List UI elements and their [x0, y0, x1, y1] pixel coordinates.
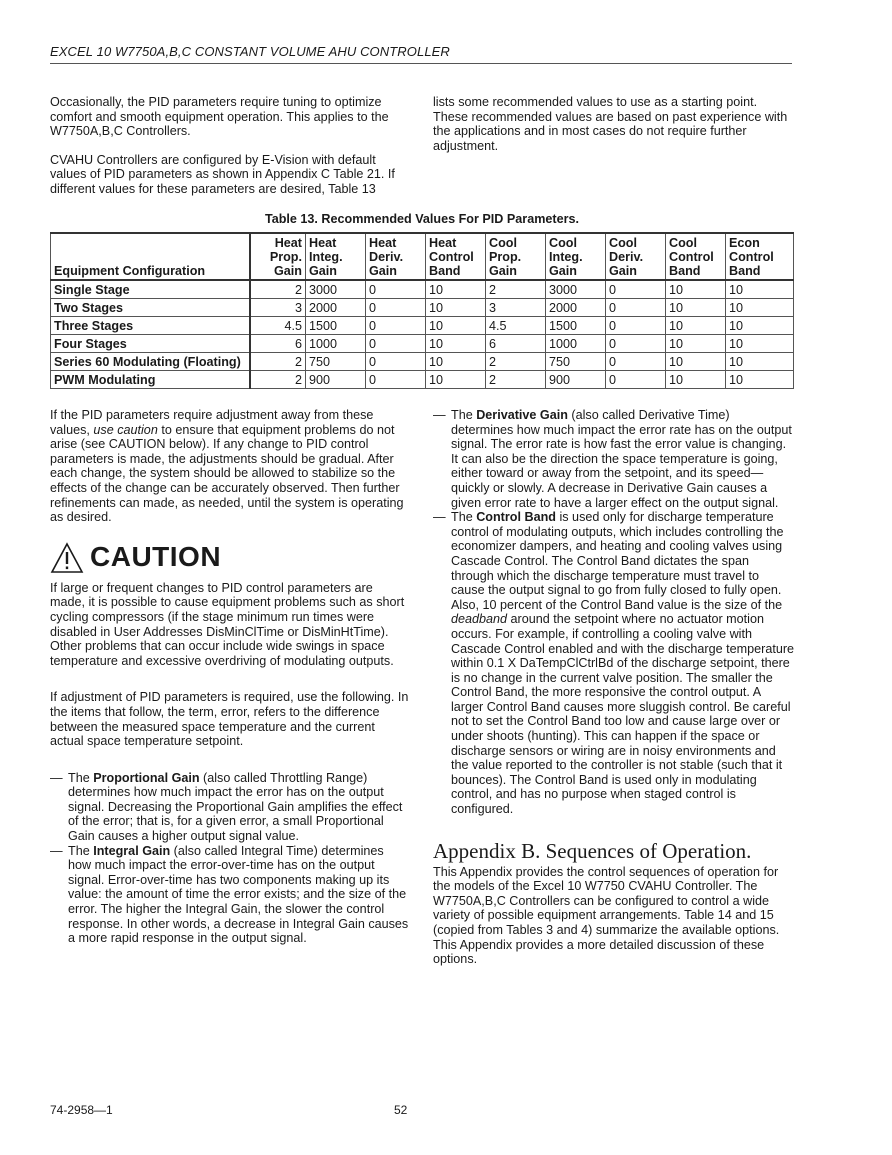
cell-cool-control-band: 10	[666, 353, 726, 371]
table-row	[51, 371, 794, 389]
following-paragraph: If adjustment of PID parameters is required, use the following. In the items that follow, the term, error, refers to the difference between the measured space temperature and the current actual space temperature setpoint.	[50, 690, 409, 749]
band-text-c: around the setpoint where no actuator motion occurs. For example, if controlling a cooling valve with Cascade Control enabled and with the discharge temperature within 0.1 X DaTempClCtrlBd of the discharge setpoint, there is no change in the current valve position. The smaller the Control Band, the more responsive the control output. A larger Control Band causes more sluggish control. Be careful not to set the Control Band too low and cause large over or under shoots (hunting). This can happen if the space or discharge sensors or wiring are in noisy environments and the value reported to the controller is not stable (such that it bounces). The Control Band is used only in modulating control, and has no purpose when staged control is configured.	[451, 612, 795, 817]
band-text-a: The	[451, 510, 477, 525]
cell-heat-integ-gain: 1500	[306, 317, 366, 335]
cell-heat-integ-gain: 3000	[306, 280, 366, 299]
cell-heat-prop-gain: 6	[250, 335, 306, 353]
header-heat-prop-gain: Heat Prop. Gain	[250, 233, 306, 280]
table-row	[51, 280, 794, 299]
cell-econ-control-band: 10	[726, 353, 794, 371]
control-band-item	[433, 510, 795, 816]
cell-econ-control-band: 10	[726, 317, 794, 335]
cell-cool-prop-gain: 2	[486, 353, 546, 371]
cell-cool-integ-gain: 1000	[546, 335, 606, 353]
deriv-text-a: The	[451, 408, 477, 422]
intro-paragraph-2: CVAHU Controllers are configured by E-Vision with default values of PID parameters as shown in Appendix C Table 21. If different values for these parameters are desired, Table 13	[50, 152, 395, 196]
cell-cool-integ-gain: 3000	[546, 280, 606, 299]
cell-heat-deriv-gain: 0	[366, 353, 426, 371]
proportional-gain-term: Proportional Gain	[93, 770, 200, 785]
header-econ-control-band: Econ Control Band	[726, 233, 794, 280]
use-caution-emphasis: use caution	[93, 422, 158, 437]
integral-gain-item	[50, 844, 410, 946]
cell-cool-prop-gain: 6	[486, 335, 546, 353]
cell-cool-deriv-gain: 0	[606, 371, 666, 389]
cell-cool-control-band: 10	[666, 371, 726, 389]
cell-heat-deriv-gain: 0	[366, 280, 426, 299]
cell-heat-integ-gain: 1000	[306, 335, 366, 353]
adjustment-text-b: to ensure that equipment problems do not arise (see CAUTION below). If any change to PID control parameters is made, the adjustments should be gradual. After each change, the system should be allowed to stabilize so the effects of the change can be accurately observed. Then further refinements can made, as needed, until the system is operating as desired.	[50, 422, 404, 525]
cell-cool-control-band: 10	[666, 280, 726, 299]
cell-cool-integ-gain: 750	[546, 353, 606, 371]
table-row	[51, 317, 794, 335]
header-cool-integ-gain: Cool Integ. Gain	[546, 233, 606, 280]
prop-text-a: The	[68, 770, 94, 785]
cell-heat-control-band: 10	[426, 299, 486, 317]
left-column	[50, 408, 410, 946]
cell-heat-prop-gain: 4.5	[250, 317, 306, 335]
header-heat-integ-gain: Heat Integ. Gain	[306, 233, 366, 280]
cell-heat-prop-gain: 3	[250, 299, 306, 317]
deriv-text-b: (also called Derivative Time) determines how much impact the error rate has on the output signal. The error rate is how fast the error value is changing. It can also be the direction the space temperature is going, either toward or away from the setpoint, and its speed—quickly or slowly. A decrease in Derivative Gain causes a given error rate to have a larger effect on the output signal.	[451, 408, 792, 510]
cell-cool-control-band: 10	[666, 299, 726, 317]
cell-heat-control-band: 10	[426, 335, 486, 353]
intro-right-column	[433, 95, 795, 153]
cell-cool-integ-gain: 2000	[546, 299, 606, 317]
cell-cool-control-band: 10	[666, 335, 726, 353]
cell-config: Three Stages	[51, 317, 251, 335]
derivative-gain-term: Derivative Gain	[476, 408, 568, 422]
cell-cool-integ-gain: 1500	[546, 317, 606, 335]
proportional-gain-item	[50, 771, 410, 844]
cell-econ-control-band: 10	[726, 371, 794, 389]
cell-heat-integ-gain: 2000	[306, 299, 366, 317]
cell-config: Two Stages	[51, 299, 251, 317]
intro-left-column	[50, 95, 410, 197]
cell-heat-control-band: 10	[426, 353, 486, 371]
integ-text-b: (also called Integral Time) determines how much impact the error-over-time has on the output signal. Error-over-time has two components making up its value: the amount of time the error exists; and the size of the error. The higher the Integral Gain, the slower the control response. In other words, a decrease in Integral Gain causes a more rapid response in the output signal.	[68, 843, 409, 946]
cell-heat-integ-gain: 900	[306, 371, 366, 389]
dash-marker: —	[50, 770, 63, 785]
table-row	[51, 353, 794, 371]
cell-heat-prop-gain: 2	[250, 371, 306, 389]
header-cool-deriv-gain: Cool Deriv. Gain	[606, 233, 666, 280]
header-cool-prop-gain: Cool Prop. Gain	[486, 233, 546, 280]
cell-cool-prop-gain: 4.5	[486, 317, 546, 335]
cell-heat-prop-gain: 2	[250, 353, 306, 371]
intro-paragraph-1: Occasionally, the PID parameters require tuning to optimize comfort and smooth equipment operation. This applies to the W7750A,B,C Controllers.	[50, 95, 389, 139]
warning-triangle-icon	[50, 542, 84, 574]
cell-cool-deriv-gain: 0	[606, 299, 666, 317]
control-band-term: Control Band	[476, 510, 556, 525]
prop-text-b: (also called Throttling Range) determines how much impact the error has on the output signal. Decreasing the Proportional Gain amplifies the effect of the error; that is, for a given error, a small Proportional Gain causes a higher output signal value.	[68, 770, 403, 844]
cell-heat-prop-gain: 2	[250, 280, 306, 299]
dash-marker: —	[433, 408, 446, 422]
cell-cool-deriv-gain: 0	[606, 280, 666, 299]
cell-config: PWM Modulating	[51, 371, 251, 389]
table-header-row	[51, 233, 794, 280]
caution-heading	[50, 535, 410, 581]
table-title: Table 13. Recommended Values For PID Parameters.	[264, 212, 580, 226]
cell-cool-deriv-gain: 0	[606, 335, 666, 353]
cell-config: Series 60 Modulating (Floating)	[51, 353, 251, 371]
header-heat-deriv-gain: Heat Deriv. Gain	[366, 233, 426, 280]
deadband-emphasis: deadband	[451, 612, 508, 627]
cell-econ-control-band: 10	[726, 280, 794, 299]
table-row	[51, 335, 794, 353]
cell-econ-control-band: 10	[726, 299, 794, 317]
derivative-gain-item	[433, 408, 795, 510]
cell-heat-deriv-gain: 0	[366, 299, 426, 317]
cell-config: Four Stages	[51, 335, 251, 353]
header-heat-control-band: Heat Control Band	[426, 233, 486, 280]
intro-paragraph-3: lists some recommended values to use as a starting point. These recommended values are based on past experience with the applications and in most cases do not require further adjustment.	[433, 95, 788, 153]
cell-cool-control-band: 10	[666, 317, 726, 335]
dash-marker: —	[433, 510, 446, 525]
caution-text: If large or frequent changes to PID control parameters are made, it is possible to cause equipment problems such as short cycling compressors (if the stage minimum run times were disabled in User Addresses DisMinClTime or DisMinHtTime). Other problems that can occur include wide swings in space temperature and excessive overdriving of modulating outputs.	[50, 580, 405, 668]
dash-marker: —	[50, 843, 63, 858]
cell-cool-deriv-gain: 0	[606, 353, 666, 371]
cell-config: Single Stage	[51, 280, 251, 299]
integral-gain-term: Integral Gain	[93, 843, 171, 858]
cell-heat-deriv-gain: 0	[366, 317, 426, 335]
cell-heat-control-band: 10	[426, 371, 486, 389]
cell-heat-deriv-gain: 0	[366, 371, 426, 389]
caution-word: CAUTION	[90, 541, 222, 573]
cell-heat-control-band: 10	[426, 280, 486, 299]
running-header: EXCEL 10 W7750A,B,C CONSTANT VOLUME AHU CONTROLLER	[50, 45, 792, 64]
cell-heat-control-band: 10	[426, 317, 486, 335]
cell-heat-integ-gain: 750	[306, 353, 366, 371]
page-number: 52	[394, 1103, 408, 1117]
header-equipment-configuration: Equipment Configuration	[51, 233, 251, 280]
cell-cool-prop-gain: 2	[486, 371, 546, 389]
cell-econ-control-band: 10	[726, 335, 794, 353]
cell-cool-prop-gain: 2	[486, 280, 546, 299]
appendix-paragraph: This Appendix provides the control sequences of operation for the models of the Excel 10 W7750 CVAHU Controller. The W7750A,B,C Controllers can be configured to control a wide variety of possible equipment arrangements. Table 14 and 15 (copied from Tables 3 and 4) summarize the available options. This Appendix provides a more detailed discussion of these options.	[433, 864, 780, 967]
cell-cool-prop-gain: 3	[486, 299, 546, 317]
right-column	[433, 408, 795, 967]
header-cool-control-band: Cool Control Band	[666, 233, 726, 280]
adjustment-paragraph	[50, 408, 410, 525]
adjustment-text-a: If the PID parameters require adjustment away from these values,	[50, 408, 374, 437]
cell-cool-deriv-gain: 0	[606, 317, 666, 335]
cell-heat-deriv-gain: 0	[366, 335, 426, 353]
cell-cool-integ-gain: 900	[546, 371, 606, 389]
appendix-title: Appendix B. Sequences of Operation.	[433, 838, 752, 863]
doc-number: 74-2958—1	[50, 1103, 113, 1117]
band-text-b: is used only for discharge temperature control of modulating outputs, which includes controlling the economizer dampers, and heating and cooling valves using Cascade Control. The Control Band dictates the span through which the discharge temperature must travel to cause the output signal to go from fully closed to fully open. Also, 10 percent of the Control Band value is the size of the	[451, 510, 784, 612]
pid-parameters-table	[50, 232, 794, 389]
integ-text-a: The	[68, 843, 94, 858]
table-row	[51, 299, 794, 317]
